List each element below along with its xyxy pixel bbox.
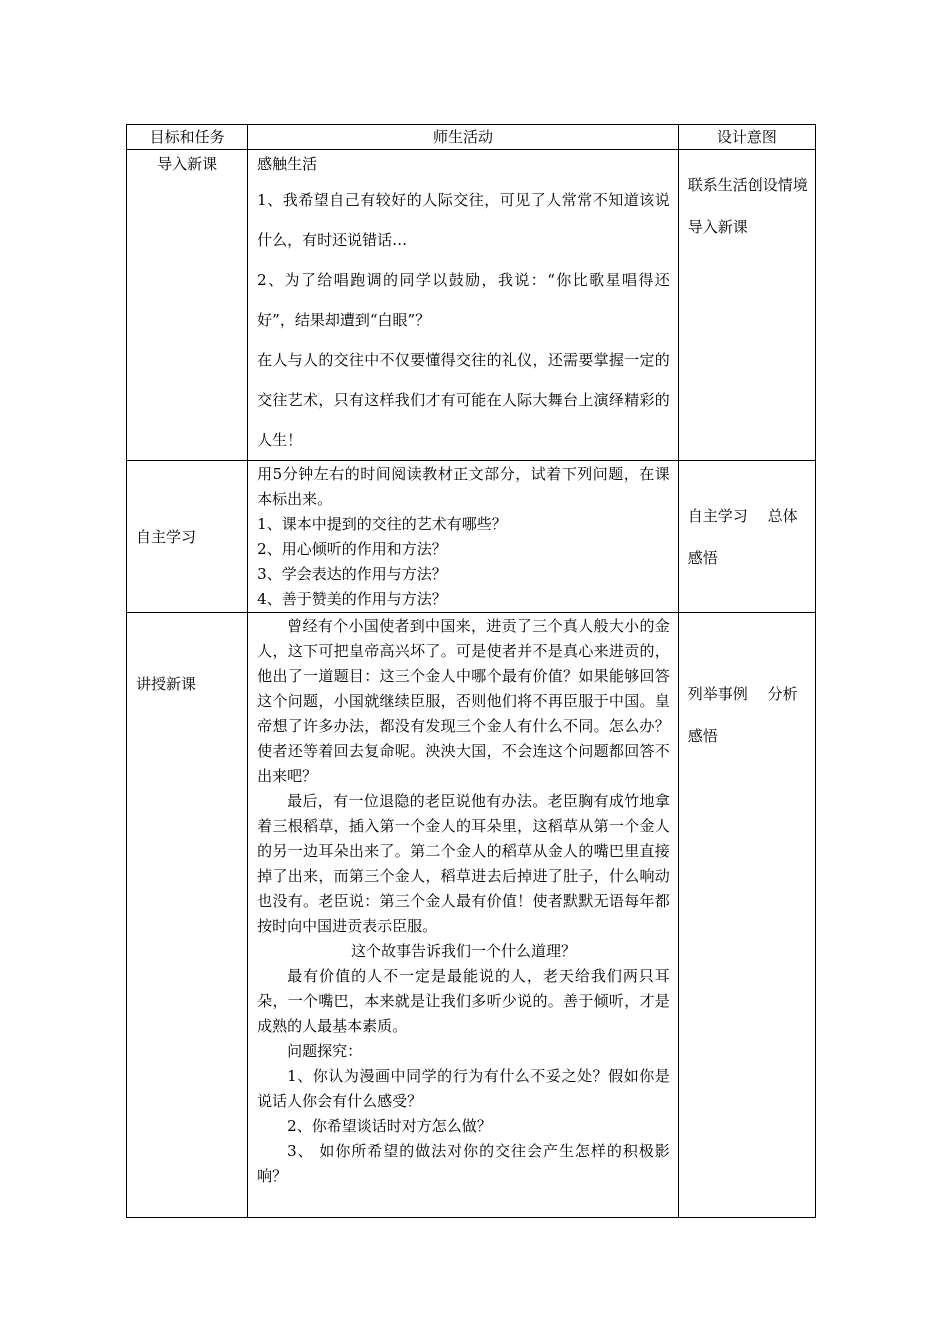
activities-cell [248, 613, 679, 1218]
activities-cell [248, 461, 679, 613]
table-row [127, 461, 816, 613]
activity-text: 2、你希望谈话时对方怎么做？ [287, 1117, 492, 1135]
activity-text: 2、为了给唱跑调的同学以鼓励，我说：“你比歌星唱得还好”，结果却遭到“白眼”？ [257, 271, 670, 329]
header-intent: 设计意图 [678, 125, 815, 150]
activities-cell [248, 150, 679, 461]
table-row [127, 150, 816, 461]
goal-cell: 自主学习 [127, 461, 248, 613]
header-activities: 师生活动 [248, 125, 679, 150]
activity-text: 1、课本中提到的交往的艺术有哪些？ [257, 515, 507, 533]
intent-cell: 列举事例 分析感悟 [678, 613, 815, 1218]
activity-text: 3、学会表达的作用与方法？ [257, 565, 447, 583]
activity-text: 曾经有个小国使者到中国来，进贡了三个真人般大小的金人，这下可把皇帝高兴坏了。可是使者并不是真心来进贡的，他出了一道题目：这三个金人中哪个最有价值？如果能够回答这个问题，小国就继续臣服，否则他们将不再臣服于中国。皇帝想了许多办法，都没有发现三个金人有什么不同。怎么办？使者还等着回去复命呢。泱泱大国，不会连这个问题都回答不出来吧？ [257, 617, 670, 785]
header-row [127, 125, 816, 150]
activity-text: 1、你认为漫画中同学的行为有什么不妥之处？假如你是说话人你会有什么感受？ [257, 1067, 670, 1110]
activity-text: 用5分钟左右的时间阅读教材正文部分，试着下列问题，在课本标出来。 [257, 465, 670, 508]
activity-text: 在人与人的交往中不仅要懂得交往的礼仪，还需要掌握一定的交往艺术，只有这样我们才有可能在人际大舞台上演绎精彩的人生！ [257, 351, 670, 449]
activity-text: 4、善于赞美的作用与方法？ [257, 590, 447, 608]
goal-cell: 导入新课 [127, 150, 248, 461]
activity-text: 3、 如你所希望的做法对你的交往会产生怎样的积极影响？ [257, 1142, 670, 1185]
header-goal: 目标和任务 [127, 125, 248, 150]
activity-text: 最后，有一位退隐的老臣说他有办法。老臣胸有成竹地拿着三根稻草，插入第一个金人的耳朵里，这稻草从第一个金人的另一边耳朵出来了。第二个金人的稻草从金人的嘴巴里直接掉了出来，而第三个金人，稻草进去后掉进了肚子，什么响动也没有。老臣说：第三个金人最有价值！使者默默无语每年都按时向中国进贡表示臣服。 [257, 792, 670, 935]
lesson-plan-table [126, 124, 816, 1218]
activity-text: 2、用心倾听的作用和方法？ [257, 540, 447, 558]
intent-cell: 联系生活创设情境导入新课 [678, 150, 815, 461]
activity-text: 1、我希望自己有较好的人际交往，可见了人常常不知道该说什么，有时还说错话… [257, 191, 670, 249]
intent-cell: 自主学习 总体感悟 [678, 461, 815, 613]
activity-text: 最有价值的人不一定是最能说的人，老天给我们两只耳朵，一个嘴巴，本来就是让我们多听少说的。善于倾听，才是成熟的人最基本素质。 [257, 967, 670, 1035]
goal-cell: 讲授新课 [127, 613, 248, 1218]
activity-text: 这个故事告诉我们一个什么道理？ [350, 942, 576, 960]
activity-text: 问题探究： [287, 1042, 363, 1060]
table-row [127, 613, 816, 1218]
activity-text: 感触生活 [257, 155, 318, 173]
